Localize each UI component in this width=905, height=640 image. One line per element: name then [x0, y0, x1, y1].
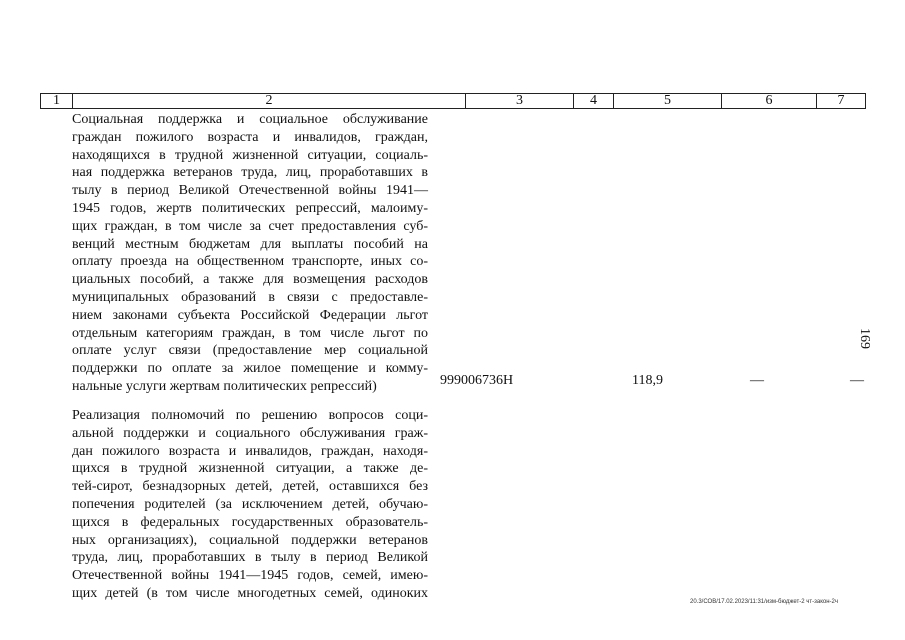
text-line: Отечественной войны 1941—1945 годов, семей, имею-: [72, 568, 428, 584]
amount-column-5: 118,9: [632, 373, 663, 388]
text-line: оплате услуг связи (предоставление мер социальной: [72, 343, 428, 359]
column-header-6: 6: [722, 94, 817, 108]
column-header-3: 3: [466, 94, 574, 108]
text-line: находящихся в трудной жизненной ситуации, социаль-: [72, 147, 428, 163]
text-line: Реализация полномочий по решению вопросов соци-: [72, 408, 428, 423]
text-line: поддержки по оплате за жилое помещение и комму-: [72, 361, 428, 377]
column-header-5: 5: [614, 94, 722, 108]
text-line: тылу в период Великой Отечественной войны 1941—: [72, 183, 428, 199]
text-line: нальные услуги жертвам политических репрессий): [72, 378, 377, 394]
text-line: циальных пособий, а также для возмещения расходов: [72, 272, 428, 288]
text-line: тей-сирот, безнадзорных детей, детей, оставшихся без: [72, 479, 428, 495]
text-line: ная поддержка ветеранов труда, лиц, проработавших в: [72, 165, 428, 181]
column-header-1: 1: [41, 94, 73, 108]
text-line: ных организациях), социальной поддержки ветеранов: [72, 532, 428, 548]
text-line: труда, лиц, проработавших в тылу в период Великой: [72, 550, 428, 566]
page-number: 169: [857, 328, 872, 349]
text-line: оплату проезда на общественном транспорте, иных со-: [72, 254, 428, 270]
column-header-2: 2: [73, 94, 466, 108]
text-line: нием законами субъекта Российской Федерации льгот: [72, 307, 428, 323]
amount-column-6: —: [750, 373, 764, 388]
text-line: щихся в федеральных государственных образователь-: [72, 514, 428, 530]
text-line: дан пожилого возраста и инвалидов, граждан, находя-: [72, 443, 428, 459]
text-line: отдельным категориям граждан, в том числе льгот по: [72, 325, 428, 341]
column-header-7: 7: [837, 93, 845, 108]
text-line: граждан пожилого возраста и инвалидов, граждан,: [72, 129, 428, 145]
amount-column-7: —: [850, 373, 864, 388]
text-line: щих граждан, в том числе за счет предоставления суб-: [72, 218, 428, 234]
text-line: щихся в трудной жизненной ситуации, а также де-: [72, 461, 428, 477]
entry-description-powers-implementation: [72, 407, 428, 603]
budget-classification-code: 999006736Н: [440, 373, 514, 388]
text-line: попечения родителей (за исключением детей, обучаю-: [72, 496, 428, 512]
entry-description-social-support: [72, 111, 428, 396]
text-line: муниципальных образований в связи с предоставле-: [72, 289, 428, 305]
text-line: венций местным бюджетам для выплаты пособий на: [72, 236, 428, 252]
text-line: 1945 годов, жертв политических репрессий, малоиму-: [72, 200, 428, 216]
text-line: альной поддержки и социального обслуживания граж-: [72, 425, 428, 441]
text-line: щих детей (в том числе многодетных семей, одиноких: [72, 585, 428, 601]
column-header-row: [40, 93, 866, 109]
text-line: Социальная поддержка и социальное обслуживание: [72, 112, 428, 127]
column-header-4: 4: [574, 94, 614, 108]
document-footer-stamp: 20.3/СОВ/17.02.2023/11:31/изм-бюджет-2 чт-закон-2ч: [690, 599, 839, 605]
